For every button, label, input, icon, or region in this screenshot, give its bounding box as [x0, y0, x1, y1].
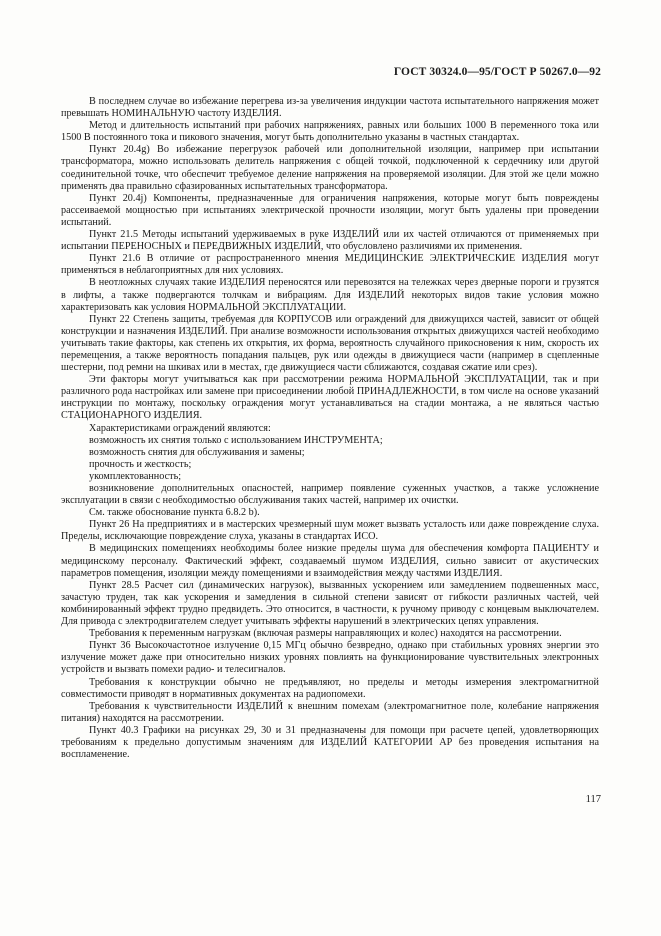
- paragraph: Пункт 40.3 Графики на рисунках 29, 30 и 31 предназначены для помощи при расчете цепей, удовлетворяющих требованиям к предельно допустимым значениям для ИЗДЕЛИЙ КАТЕГОРИИ АР без проведения испытания на воспламенение.: [61, 724, 599, 761]
- list-item: возможность их снятия только с использованием ИНСТРУМЕНТА;: [89, 434, 383, 446]
- paragraph: Требования к переменным нагрузкам (включая размеры направляющих и колес) находятся на рассмотрении.: [89, 628, 562, 640]
- paragraph: См. также обоснование пункта 6.8.2 b).: [89, 507, 260, 519]
- paragraph: Пункт 20.4j) Компоненты, предназначенные для ограничения напряжения, которые могут быть повреждены рассеиваемой мощностью при испытаниях электрической прочности изоляции, могут быть удалены при проведении испытаний.: [61, 192, 599, 228]
- paragraph: В последнем случае во избежание перегрева из-за увеличения индукции частота испытательного напряжения может превышать НОМИНАЛЬНУЮ частоту ИЗДЕЛИЯ.: [61, 96, 599, 120]
- paragraph: Характеристиками ограждений являются:: [89, 422, 271, 434]
- list-item: возможность снятия для обслуживания и замены;: [89, 446, 305, 458]
- list-item: прочность и жесткость;: [89, 458, 192, 470]
- paragraph: Пункт 21.5 Методы испытаний удерживаемых в руке ИЗДЕЛИЙ или их частей отличаются от применяемых при испытании ПЕРЕНОСНЫХ и ПЕРЕДВИЖНЫХ ИЗДЕЛИЙ, что обусловлено различиями их применения.: [61, 229, 599, 253]
- paragraph: Пункт 21.6 В отличие от распространенного мнения МЕДИЦИНСКИЕ ЭЛЕКТРИЧЕСКИЕ ИЗДЕЛИЯ могут применяться в неблагоприятных для них условиях.: [61, 253, 599, 277]
- paragraph: В медицинских помещениях необходимы более низкие пределы шума для обеспечения комфорта ПАЦИЕНТУ и медицинскому персоналу. Фактический эффект, создаваемый шумом ИЗДЕЛИЯ, сильно зависит от акустических параметров помещения, изоляции между помещениями и взаимодействия между частями ИЗДЕЛИЯ.: [61, 543, 599, 579]
- page-number: 117: [585, 794, 601, 805]
- list-item: укомплектованность;: [89, 470, 182, 482]
- paragraph: В неотложных случаях такие ИЗДЕЛИЯ переносятся или перевозятся на тележках через дверные пороги и грузятся в лифты, а также подвергаются толчкам и вибрациям. Для ИЗДЕЛИЙ некоторых видов такие условия можно характеризовать как условия НОРМАЛЬНОЙ ЭКСПЛУАТАЦИИ.: [61, 277, 599, 313]
- paragraph: Пункт 22 Степень защиты, требуемая для КОРПУСОВ или ограждений для движущихся частей, зависит от общей конструкции и назначения ИЗДЕЛИЙ. При анализе возможности использования открытых движущихся частей необходимо учитывать такие факторы, как степень их открытия, их форма, вероятность случайного прикосновения к ним, скорость их перемещения, а также вероятность попадания пальцев, рук или одежды в движущиеся части (например в сцепленные шестерни, под ремни на шкивах или в местах, где движущиеся части сближаются, создавая сжатие или срез).: [61, 313, 599, 374]
- list-item: возникновение дополнительных опасностей, например появление суженных участков, а также усложнение эксплуатации в связи с необходимостью обслуживания таких частей, например их очистки.: [61, 483, 599, 507]
- paragraph: Требования к чувствительности ИЗДЕЛИЙ к внешним помехам (электромагнитное поле, колебание напряжения питания) находятся на рассмотрении.: [61, 700, 599, 724]
- body-text: [61, 96, 599, 761]
- paragraph: Пункт 36 Высокочастотное излучение 0,15 МГц обычно безвредно, однако при стабильных уровнях энергии это излучение может даже при относительно низких уровнях повлиять на функционирование чувствительных электронных устройств и вызвать помехи радио- и телесигналов.: [61, 640, 599, 676]
- paragraph: Пункт 28.5 Расчет сил (динамических нагрузок), вызванных ускорением или замедлением подвешенных масс, зачастую труден, так как ускорения и замедления в сильной степени зависят от гибкости различных частей, чей комбинированный эффект трудно предвидеть. Это относится, в частности, к ручному приводу с концевым выключателем. Для привода с электродвигателем следует учитывать эффекты нарушений в электрических цепях управления.: [61, 579, 599, 628]
- paragraph: Пункт 20.4g) Во избежание перегрузок рабочей или дополнительной изоляции, например при испытании трансформатора, можно использовать делитель напряжения с общей точкой, подключенной к сердечнику или другой соединительной точке, что обеспечит требуемое деление напряжения на проверяемой изоляции. Для этой же цели можно применять два правильно сфазированных испытательных трансформатора.: [61, 144, 599, 192]
- paragraph: Требования к конструкции обычно не предъявляют, но пределы и методы измерения электромагнитной совместимости приводят в нормативных документах на радиопомехи.: [61, 676, 599, 700]
- paragraph: Эти факторы могут учитываться как при рассмотрении режима НОРМАЛЬНОЙ ЭКСПЛУАТАЦИИ, так и при различного рода настройках или замене при присоединении любой ПРИНАДЛЕЖНОСТИ, в том числе на основе указаний инструкции по монтажу, поскольку ограждения могут устанавливаться на стадии монтажа, а не являться частью СТАЦИОНАРНОГО ИЗДЕЛИЯ.: [61, 374, 599, 422]
- paragraph: Метод и длительность испытаний при рабочих напряжениях, равных или больших 1000 В переменного тока или 1500 В постоянного тока и пикового значения, могут быть дополнительно указаны в частных стандартах.: [61, 120, 599, 144]
- standard-header: ГОСТ 30324.0—95/ГОСТ Р 50267.0—92: [393, 66, 601, 78]
- paragraph: Пункт 26 На предприятиях и в мастерских чрезмерный шум может вызвать усталость или даже повреждение слуха. Пределы, исключающие повреждение слуха, указаны в стандартах ИСО.: [61, 519, 599, 543]
